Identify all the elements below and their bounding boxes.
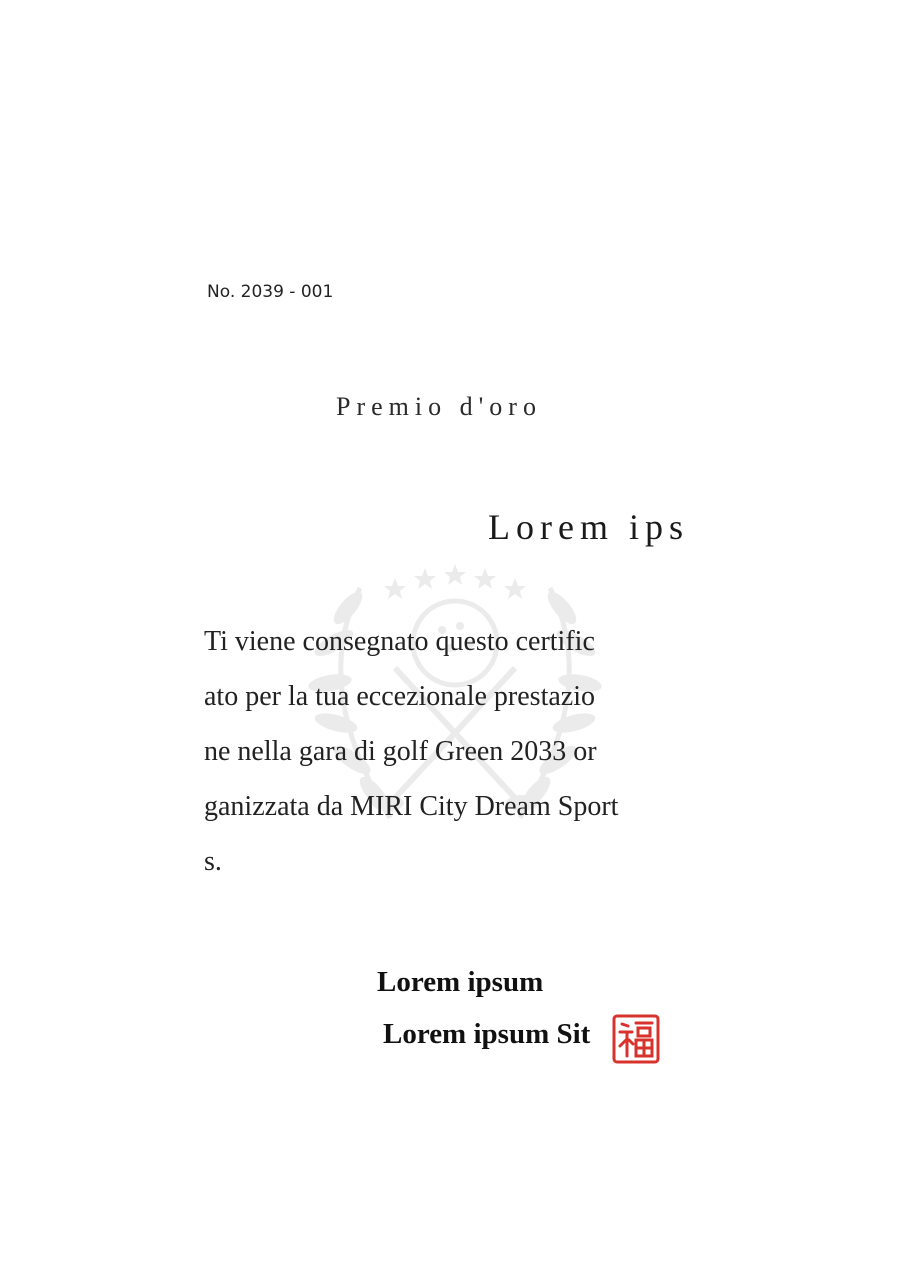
red-seal-stamp-icon — [612, 1014, 660, 1064]
body-line: ganizzata da MIRI City Dream Sport — [204, 791, 619, 822]
body-line: ne nella gara di golf Green 2033 or — [204, 736, 597, 767]
body-line: Ti viene consegnato questo certific — [204, 626, 595, 657]
recipient-name: Lorem ips — [488, 507, 689, 547]
award-title: Premio d'oro — [336, 392, 542, 421]
certificate-number: No. 2039 - 001 — [207, 282, 334, 302]
body-line: s. — [204, 846, 222, 877]
signature-line-2: Lorem ipsum Sit — [383, 1018, 591, 1050]
body-line: ato per la tua eccezionale prestazio — [204, 681, 595, 712]
certificate-body-text — [204, 614, 708, 889]
signature-line-1: Lorem ipsum — [377, 966, 544, 998]
